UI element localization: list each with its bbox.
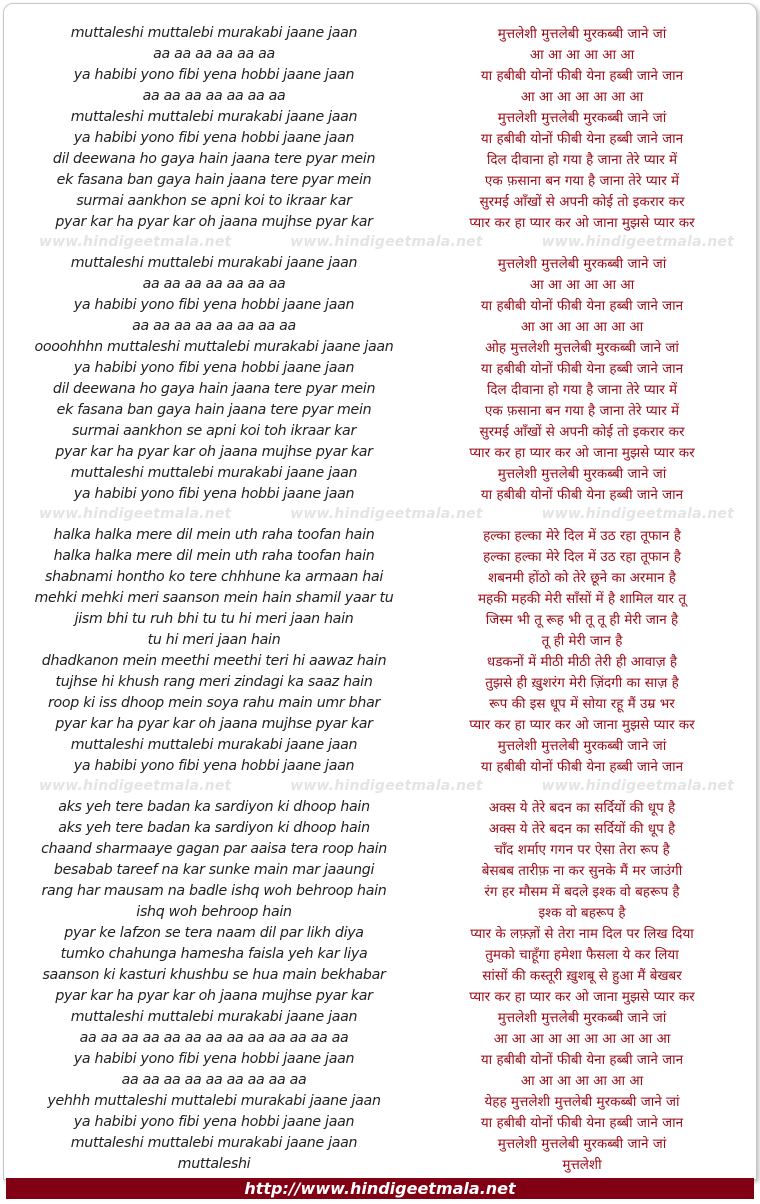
lyric-english: oooohhhn muttaleshi muttalebi murakabi jaane jaan [34, 338, 394, 355]
lyric-english: dil deewana ho gaya hain jaana tere pyar mein [52, 150, 376, 167]
lyric-english: chaand sharmaaye gagan par aaisa tera roop hain [41, 840, 387, 857]
lyric-line [4, 85, 756, 106]
watermark-text: www.hindigeetmala.net [541, 506, 734, 522]
lyric-line [4, 43, 756, 64]
lyric-english: dhadkanon mein meethi meethi teri hi aawaz hain [41, 652, 387, 669]
lyric-line [4, 608, 756, 629]
lyric-english: pyar kar ha pyar kar oh jaana mujhse pyar kar [55, 715, 373, 732]
lyric-english: muttaleshi muttalebi murakabi jaane jaan [70, 24, 358, 41]
lyric-english: ya habibi yono fibi yena hobbi jaane jaan [73, 129, 355, 146]
lyric-english: pyar kar ha pyar kar oh jaana mujhse pyar kar [55, 443, 373, 460]
lyric-hindi: या हबीबी योनों फीबी येना हब्बी जाने जान [480, 1051, 684, 1068]
lyric-line [4, 148, 756, 169]
lyric-line [4, 1027, 756, 1048]
lyric-hindi: मुत्तलेशी मुत्तलेबी मुरकब्बी जाने जां [497, 109, 667, 126]
lyric-line [4, 901, 756, 922]
lyric-line [4, 1090, 756, 1111]
lyric-english: muttaleshi [177, 1155, 251, 1172]
lyric-english: halka halka mere dil mein uth raha toofan hain [53, 547, 375, 564]
lyric-english: aks yeh tere badan ka sardiyon ki dhoop hain [58, 819, 370, 836]
lyric-line [4, 190, 756, 211]
watermark-text: www.hindigeetmala.net [290, 234, 483, 250]
watermark-text: www.hindigeetmala.net [39, 778, 232, 794]
lyric-line [4, 734, 756, 755]
lyric-line [4, 252, 756, 273]
watermark-text: www.hindigeetmala.net [39, 234, 232, 250]
lyric-hindi: मुत्तलेशी [562, 1156, 602, 1173]
lyric-english: muttaleshi muttalebi murakabi jaane jaan [70, 108, 358, 125]
lyric-hindi: अक्स ये तेरे बदन का सर्दियों की धूप है [488, 799, 676, 816]
lyric-english: jism bhi tu ruh bhi tu tu hi meri jaan hain [74, 610, 354, 627]
lyric-hindi: दिल दीवाना हो गया है जाना तेरे प्यार में [486, 381, 678, 398]
lyric-line [4, 859, 756, 880]
lyric-line [4, 817, 756, 838]
lyric-hindi: आ आ आ आ आ आ आ [520, 318, 644, 335]
lyric-english: tu hi meri jaan hain [147, 631, 281, 648]
lyric-hindi: आ आ आ आ आ आ आ [520, 1072, 644, 1089]
lyric-english: ya habibi yono fibi yena hobbi jaane jaan [73, 296, 355, 313]
lyric-line [4, 1153, 756, 1174]
lyric-line [4, 336, 756, 357]
lyric-english: aa aa aa aa aa aa aa aa aa [121, 1071, 307, 1088]
site-url-footer[interactable]: http://www.hindigeetmala.net [6, 1178, 754, 1199]
lyric-hindi: दिल दीवाना हो गया है जाना तेरे प्यार में [486, 151, 678, 168]
lyric-hindi: या हबीबी योनों फीबी येना हब्बी जाने जान [480, 67, 684, 84]
lyric-line [4, 985, 756, 1006]
watermark-text: www.hindigeetmala.net [290, 506, 483, 522]
lyric-line [4, 357, 756, 378]
lyric-line [4, 378, 756, 399]
lyric-hindi: आ आ आ आ आ आ आ आ आ आ [493, 1030, 671, 1047]
lyric-hindi: मुत्तलेशी मुत्तलेबी मुरकब्बी जाने जां [497, 465, 667, 482]
lyric-english: aa aa aa aa aa aa aa aa aa aa aa aa aa [79, 1029, 349, 1046]
lyric-hindi: धडकनों में मीठी मीठी तेरी ही आवाज़ है [486, 653, 678, 670]
lyric-hindi: प्यार कर हा प्यार कर ओ जाना मुझसे प्यार कर [469, 988, 695, 1005]
watermark-text: www.hindigeetmala.net [541, 778, 734, 794]
lyric-hindi: मुत्तलेशी मुत्तलेबी मुरकब्बी जाने जां [497, 25, 667, 42]
lyric-hindi: प्यार कर हा प्यार कर ओ जाना मुझसे प्यार कर [469, 214, 695, 231]
lyric-line [4, 964, 756, 985]
watermark-text: www.hindigeetmala.net [39, 506, 232, 522]
lyric-hindi: एक फ़साना बन गया है जाना तेरे प्यार में [484, 172, 680, 189]
lyric-hindi: या हबीबी योनों फीबी येना हब्बी जाने जान [480, 297, 684, 314]
lyric-english: roop ki iss dhoop mein soya rahu main umr bhar [47, 694, 380, 711]
lyric-line [4, 1132, 756, 1153]
lyric-line [4, 462, 756, 483]
lyric-english: mehki mehki meri saanson mein hain shamil yaar tu [34, 589, 394, 606]
lyric-english: tujhse hi khush rang meri zindagi ka saaz hain [55, 673, 373, 690]
lyric-hindi: या हबीबी योनों फीबी येना हब्बी जाने जान [480, 758, 684, 775]
lyric-english: ya habibi yono fibi yena hobbi jaane jaan [73, 66, 355, 83]
lyrics-container [4, 22, 756, 1174]
lyric-line [4, 566, 756, 587]
lyric-english: muttaleshi muttalebi murakabi jaane jaan [70, 1008, 358, 1025]
lyric-hindi: इश्क वो बहरूप है [538, 904, 626, 921]
lyric-hindi: या हबीबी योनों फीबी येना हब्बी जाने जान [480, 1114, 684, 1131]
lyric-line [4, 1048, 756, 1069]
lyric-english: surmai aankhon se apni koi to ikraar kar [76, 192, 352, 209]
watermark-text: www.hindigeetmala.net [541, 234, 734, 250]
lyric-hindi: हल्का हल्का मेरे दिल में उठ रहा तूफान है [483, 548, 681, 565]
lyric-english: besabab tareef na kar sunke main mar jaaungi [53, 861, 375, 878]
lyric-line [4, 441, 756, 462]
lyric-english: yehhh muttaleshi muttalebi murakabi jaane jaan [47, 1092, 381, 1109]
lyric-english: saanson ki kasturi khushbu se hua main bekhabar [42, 966, 386, 983]
lyric-line [4, 943, 756, 964]
lyric-english: rang har mausam na badle ishq woh behroop hain [41, 882, 387, 899]
lyric-line [4, 671, 756, 692]
lyric-hindi: मुत्तलेशी मुत्तलेबी मुरकब्बी जाने जां [497, 737, 667, 754]
lyric-hindi: सुरमई आँखों से अपनी कोई तो इकरार कर [479, 193, 685, 210]
lyric-line [4, 796, 756, 817]
lyric-line [4, 524, 756, 545]
watermark-text: www.hindigeetmala.net [290, 778, 483, 794]
lyric-line [4, 1069, 756, 1090]
lyric-hindi: या हबीबी योनों फीबी येना हब्बी जाने जान [480, 360, 684, 377]
lyric-english: muttaleshi muttalebi murakabi jaane jaan [70, 254, 358, 271]
lyric-line [4, 880, 756, 901]
lyric-hindi: या हबीबी योनों फीबी येना हब्बी जाने जान [480, 486, 684, 503]
lyric-hindi: या हबीबी योनों फीबी येना हब्बी जाने जान [480, 130, 684, 147]
lyric-line [4, 420, 756, 441]
lyric-hindi: चाँद शर्माए गगन पर ऐसा तेरा रूप है [494, 841, 670, 858]
lyric-english: aa aa aa aa aa aa [153, 45, 275, 62]
lyric-line [4, 211, 756, 232]
lyric-english: ya habibi yono fibi yena hobbi jaane jaan [73, 359, 355, 376]
watermark-row [4, 504, 756, 524]
watermark-row [4, 776, 756, 796]
lyric-hindi: बेसबब तारीफ़ ना कर सुनके मैं मर जाउंगी [481, 862, 683, 879]
lyric-english: aa aa aa aa aa aa aa [142, 275, 286, 292]
lyric-english: ya habibi yono fibi yena hobbi jaane jaan [73, 1113, 355, 1130]
lyric-line [4, 169, 756, 190]
lyric-hindi: मुत्तलेशी मुत्तलेबी मुरकब्बी जाने जां [497, 1009, 667, 1026]
lyric-line [4, 713, 756, 734]
lyric-english: shabnami hontho ko tere chhhune ka armaan hai [44, 568, 383, 585]
lyric-hindi: मुत्तलेशी मुत्तलेबी मुरकब्बी जाने जां [497, 1135, 667, 1152]
lyric-line [4, 587, 756, 608]
lyric-english: dil deewana ho gaya hain jaana tere pyar mein [52, 380, 376, 397]
lyric-hindi: रूप की इस धूप में सोया रहू मैं उम्र भर [489, 695, 675, 712]
lyric-line [4, 1111, 756, 1132]
lyric-english: ya habibi yono fibi yena hobbi jaane jaan [73, 1050, 355, 1067]
watermark-row [4, 232, 756, 252]
lyric-line [4, 273, 756, 294]
lyric-hindi: शबनमी होंठो को तेरे छूने का अरमान है [488, 569, 676, 586]
lyric-english: muttaleshi muttalebi murakabi jaane jaan [70, 464, 358, 481]
lyric-hindi: सांसों की कस्तूरी ख़ुशबू से हुआ मैं बेखबर [482, 967, 682, 984]
lyric-line [4, 545, 756, 566]
lyric-hindi: तुमको चाहूँगा हमेशा फैसला ये कर लिया [485, 946, 679, 963]
lyric-english: ek fasana ban gaya hain jaana tere pyar mein [56, 401, 372, 418]
lyric-line [4, 399, 756, 420]
lyric-line [4, 629, 756, 650]
lyric-line [4, 650, 756, 671]
lyric-hindi: प्यार कर हा प्यार कर ओ जाना मुझसे प्यार कर [469, 444, 695, 461]
lyric-line [4, 838, 756, 859]
lyric-hindi: प्यार कर हा प्यार कर ओ जाना मुझसे प्यार कर [469, 716, 695, 733]
lyric-line [4, 755, 756, 776]
lyric-hindi: येहह मुत्तलेशी मुत्तलेबी मुरकब्बी जाने जां [484, 1093, 680, 1110]
lyric-hindi: मुत्तलेशी मुत्तलेबी मुरकब्बी जाने जां [497, 255, 667, 272]
lyric-english: ya habibi yono fibi yena hobbi jaane jaan [73, 485, 355, 502]
lyric-english: ek fasana ban gaya hain jaana tere pyar mein [56, 171, 372, 188]
lyric-hindi: अक्स ये तेरे बदन का सर्दियों की धूप है [488, 820, 676, 837]
lyric-hindi: आ आ आ आ आ आ [529, 46, 635, 63]
lyric-english: pyar ke lafzon se tera naam dil par likh diya [64, 924, 364, 941]
lyric-english: aks yeh tere badan ka sardiyon ki dhoop hain [58, 798, 370, 815]
lyric-hindi: तुझसे ही ख़ुशरंग मेरी ज़िंदगी का साज़ है [485, 674, 679, 691]
lyric-hindi: हल्का हल्का मेरे दिल में उठ रहा तूफान है [483, 527, 681, 544]
lyric-line [4, 106, 756, 127]
lyric-english: aa aa aa aa aa aa aa aa [132, 317, 296, 334]
lyric-english: ishq woh behroop hain [136, 903, 292, 920]
lyric-line [4, 64, 756, 85]
lyric-hindi: तू ही मेरी जान है [541, 632, 623, 649]
lyric-english: pyar kar ha pyar kar oh jaana mujhse pyar kar [55, 213, 373, 230]
lyric-english: tumko chahunga hamesha faisla yeh kar liya [60, 945, 368, 962]
lyric-english: halka halka mere dil mein uth raha toofan hain [53, 526, 375, 543]
lyric-hindi: एक फ़साना बन गया है जाना तेरे प्यार में [484, 402, 680, 419]
lyric-line [4, 1006, 756, 1027]
lyric-hindi: महकी महकी मेरी साँसों में है शामिल यार तू [477, 590, 687, 607]
lyric-line [4, 22, 756, 43]
lyric-hindi: रंग हर मौसम में बदले इश्क वो बहरूप है [484, 883, 680, 900]
lyric-line [4, 692, 756, 713]
lyric-hindi: आ आ आ आ आ आ [529, 276, 635, 293]
lyric-english: surmai aankhon se apni koi toh ikraar kar [72, 422, 356, 439]
lyric-line [4, 315, 756, 336]
lyric-line [4, 922, 756, 943]
lyric-line [4, 294, 756, 315]
lyric-line [4, 483, 756, 504]
lyric-line [4, 127, 756, 148]
lyric-english: ya habibi yono fibi yena hobbi jaane jaan [73, 757, 355, 774]
lyric-hindi: ओह मुत्तलेशी मुत्तलेबी मुरकब्बी जाने जां [485, 339, 679, 356]
lyric-english: aa aa aa aa aa aa aa [142, 87, 286, 104]
lyric-hindi: सुरमई आँखों से अपनी कोई तो इकरार कर [479, 423, 685, 440]
lyric-hindi: प्यार के लफ़्ज़ों से तेरा नाम दिल पर लिख दिया [470, 925, 694, 942]
lyric-english: muttaleshi muttalebi murakabi jaane jaan [70, 736, 358, 753]
lyric-hindi: आ आ आ आ आ आ आ [520, 88, 644, 105]
lyric-english: pyar kar ha pyar kar oh jaana mujhse pyar kar [55, 987, 373, 1004]
lyric-hindi: जिस्म भी तू रूह भी तू तू ही मेरी जान है [485, 611, 679, 628]
lyric-english: muttaleshi muttalebi murakabi jaane jaan [70, 1134, 358, 1151]
